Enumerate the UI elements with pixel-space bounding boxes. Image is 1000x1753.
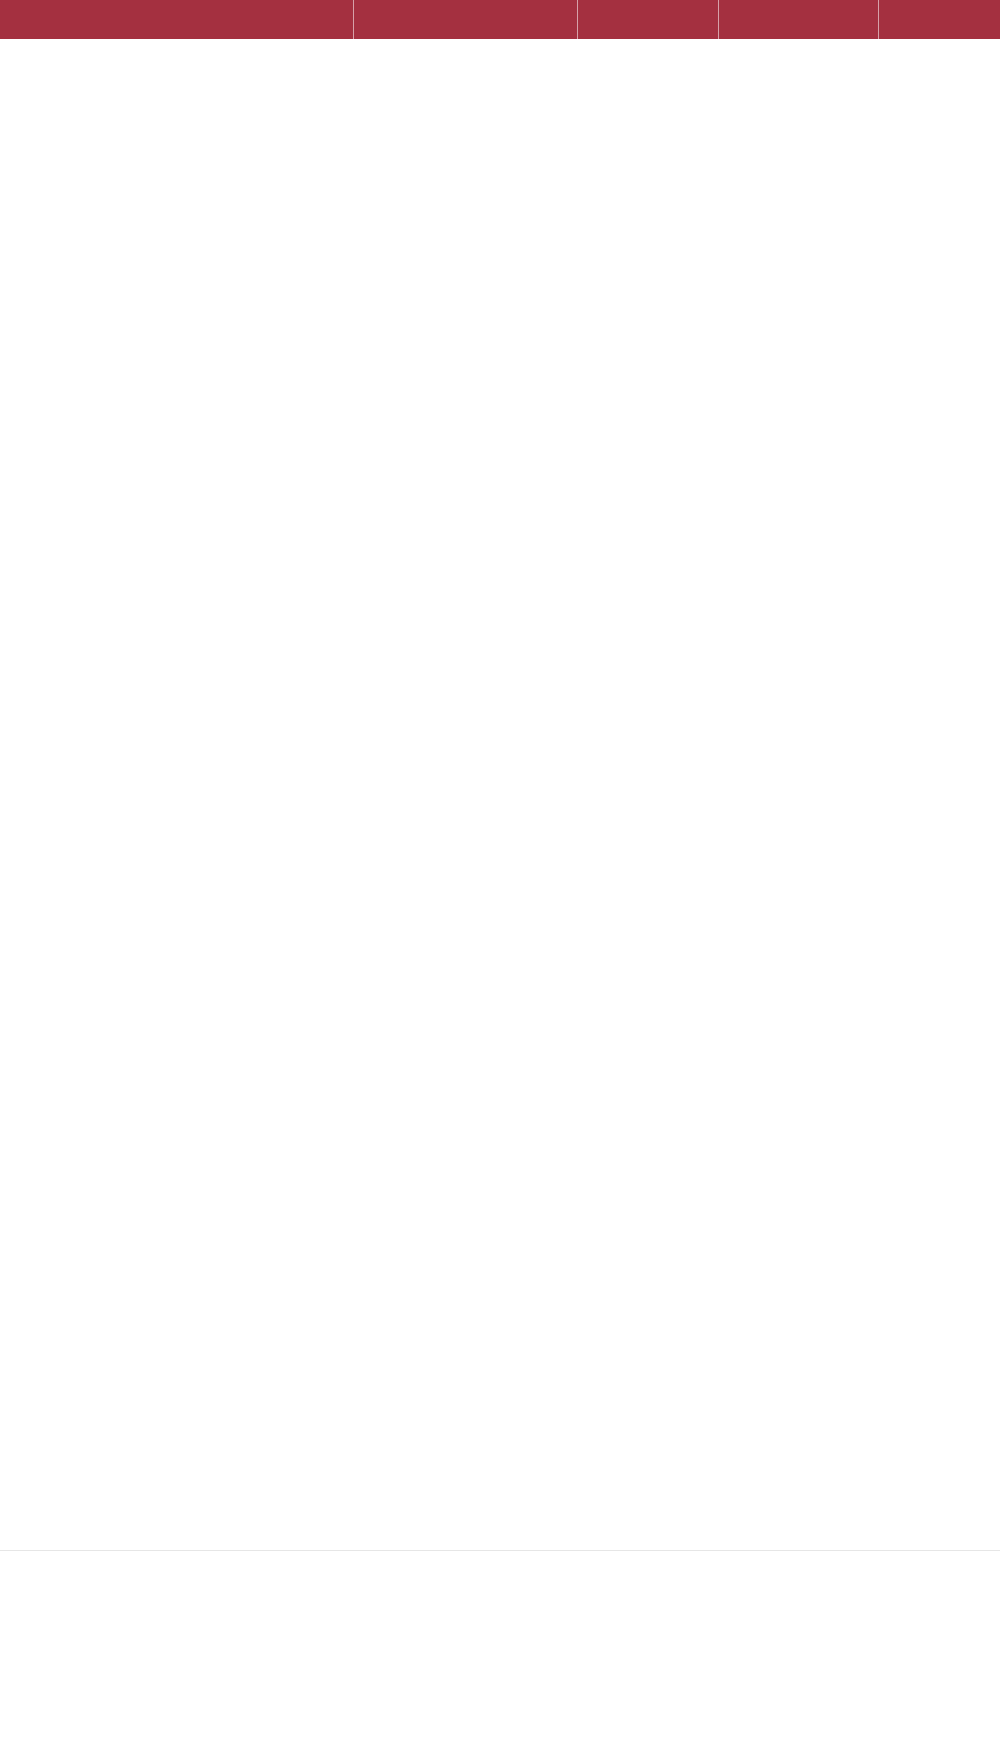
table-header [0, 0, 1000, 39]
header-p-value [878, 0, 1000, 39]
group-separator [0, 1550, 1000, 1551]
header-variable [353, 0, 577, 39]
header-bnet [577, 0, 718, 39]
header-source [0, 0, 353, 39]
header-idc [718, 0, 878, 39]
